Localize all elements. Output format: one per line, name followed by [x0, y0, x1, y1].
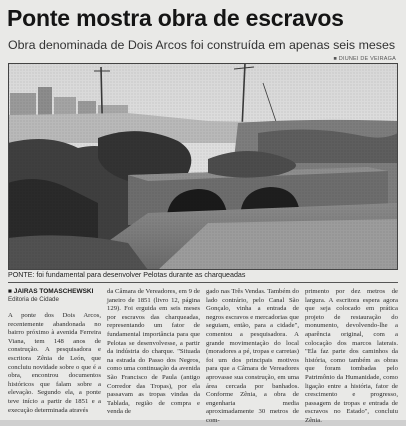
headline: Ponte mostra obra de escravos	[7, 5, 344, 31]
article-column-1	[8, 288, 101, 420]
column-text: primento por dez metros de largura. A escritora espera agora que seja colocado em prática projeto de restauração do monumento, devolvendo-lhe a aparência original, com a colocação dos marcos laterais. "Ela faz parte dos caminhos da história, como também as obras que foram tombadas pelo Patrimônio da Humanidade, como ligação entre a história, fator de crescimento e progresso, passagem de tropas e entrada de escravos no Estado", concluiu Zênia.	[305, 288, 398, 424]
article-body	[8, 288, 400, 424]
byline-desk: Editoria de Cidade	[8, 296, 59, 303]
column-text: A ponte dos Dois Arcos, recentemente abandonada no bairro próximo à avenida Ferreira Viana, tem 148 anos de construção. A pesquisadora e escritora Zênia de León, que concluiu novidade sobre o que é a obra, encontrou documentos históricos que falam sobre a elevação. Segundo ela, a ponte teve início a partir de 1851 e a execução determinada através	[8, 312, 101, 414]
byline-author: ■ JAIRAS TOMASCHEWSKI	[8, 288, 94, 295]
photo-caption: PONTE: foi fundamental para desenvolver Pelotas durante as charqueadas	[8, 271, 246, 279]
bridge-photo	[8, 63, 398, 270]
column-text: da Câmara de Vereadores, em 9 de janeiro de 1851 (livro 12, página 129). Foi erguida em seis meses por escravos das charqueadas, representando um fator de fundamental importância para que Pelotas se desenvolvesse, a partir da indústria do charque. "Situada na estrada do Passo dos Negros, como uma continuação da avenida São Francisco de Paula (antigo Corredor das Tropas), por ela passavam as tropas vindas da Tablada, região de compra e venda de	[107, 288, 200, 416]
column-text: gado nas Três Vendas. Também do lado contrário, pelo Canal São Gonçalo, vinha a entrada de negros escravos e mercadorias que seguiam, então, para a cidade", comentou a pesquisadora. A grande movimentação do local (moradores a pé, tropas e carretas) foi um dos principais motivos para que a Câmara de Vereadores aprovasse sua construção, em uma área cercada por banhados. Conforme Zênia, a obra de engenharia media aproximadamente 30 metros de com-	[206, 288, 299, 424]
photo-credit: ■ DIUNEI DE VEIRAGA	[333, 56, 396, 62]
article-column-4	[305, 288, 398, 424]
divider	[8, 282, 398, 283]
article-column-3	[206, 288, 299, 424]
subheadline: Obra denominada de Dois Arcos foi construída em apenas seis meses	[8, 38, 396, 52]
article-column-2	[107, 288, 200, 420]
